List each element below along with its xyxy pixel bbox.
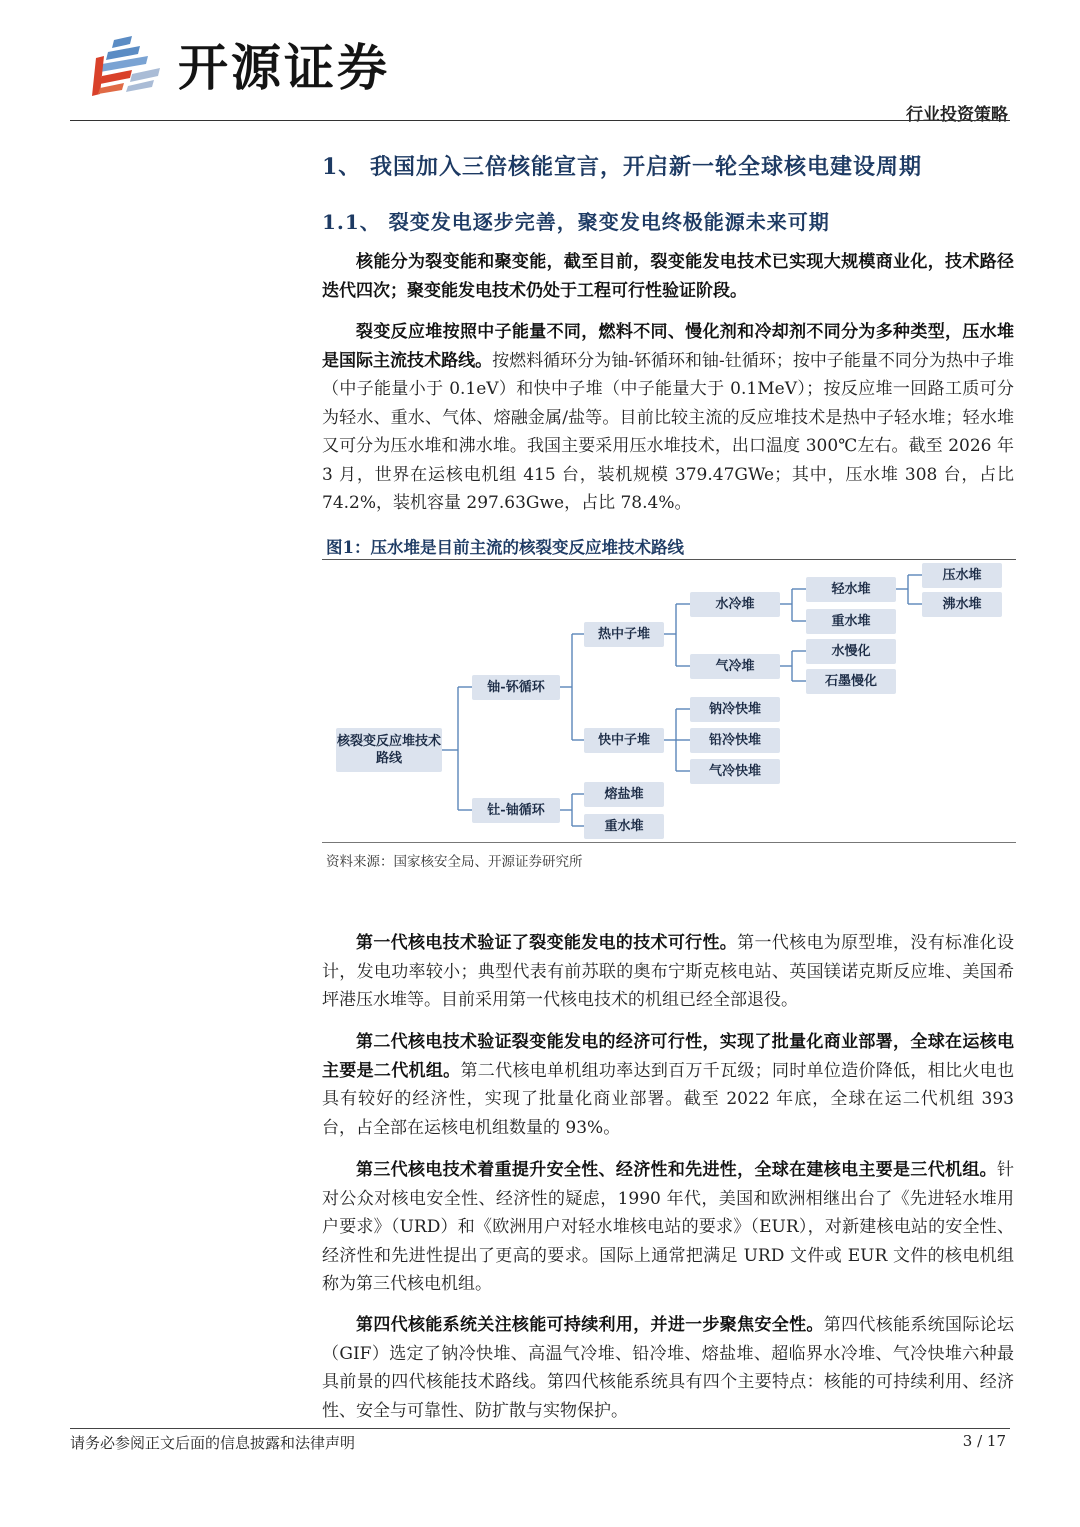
logo-icon (88, 34, 168, 98)
node-water-cooled: 水冷堆 (690, 592, 780, 617)
report-type: 行业投资策略 (906, 105, 1008, 125)
node-fast-neutron: 快中子堆 (584, 728, 664, 753)
node-water-moderated: 水慢化 (806, 639, 896, 664)
intro-paragraph-1 (322, 248, 1014, 305)
node-heavy-water-1: 重水堆 (806, 609, 896, 634)
header-divider (70, 120, 1010, 121)
intro-p1-bold: 核能分为裂变能和聚变能，截至目前，裂变能发电技术已实现大规模商业化，技术路径迭代四次；聚变能发电技术仍处于工程可行性验证阶段。 (322, 252, 1014, 301)
node-graphite-moderated: 石墨慢化 (806, 669, 896, 694)
intro-p2-bold: 裂变反应堆按照中子能量不同，燃料不同、慢化剂和冷却剂不同分为多种类型，压水堆是国际主流技术路线。 (322, 322, 1014, 371)
node-bwr: 沸水堆 (922, 592, 1002, 617)
intro-p2-text: 按燃料循环分为铀-钚循环和铀-钍循环；按中子能量不同分为热中子堆（中子能量小于 0.1eV）和快中子堆（中子能量大于 0.1MeV）；按反应堆一回路工质可分为轻水、重水、气体、熔融金属/盐等。目前比较主流的反应堆技术是热中子轻水堆；轻水堆又可分为压水堆和沸水堆。我国主要采用压水堆技术，出口温度 300℃左右。截至 2026 年 3 月，世界在运核电机组 415 台，装机规模 379.47GWe；其中，压水堆 308 台，占比 74.2%，装机容量 297.63Gwe，占比 78.4%。 (322, 350, 1014, 513)
intro-paragraph-2 (322, 318, 1014, 518)
footer-divider (70, 1428, 1010, 1429)
brand-name: 开源证券 (178, 39, 390, 97)
gen1-bold: 第一代核电技术验证了裂变能发电的技术可行性。 (356, 933, 738, 953)
reactor-tree-diagram (322, 560, 1016, 842)
node-molten-salt: 熔盐堆 (584, 782, 664, 807)
gen2-bold: 第二代核电技术验证裂变能发电的经济可行性，实现了批量化商业部署，全球在运核电主要是二代机组。 (322, 1032, 1014, 1081)
legal-disclaimer: 请务必参阅正文后面的信息披露和法律声明 (70, 1434, 356, 1452)
gen4-text: 第四代核能系统国际论坛（GIF）选定了钠冷快堆、高温气冷堆、铅冷堆、熔盐堆、超临界水冷堆、气冷快堆六种最具前景的四代核能技术路线。第四代核能系统具有四个主要特点：核能的可持续利用、经济性、安全与可靠性、防扩散与实物保护。 (322, 1315, 1015, 1421)
section-heading: 1、 我国加入三倍核能宣言，开启新一轮全球核电建设周期 (322, 154, 922, 180)
gen3-text: 针对公众对核电安全性、经济性的疑虑，1990 年代，美国和欧洲相继出台了《先进轻水堆用户要求》（URD）和《欧洲用户对轻水堆核电站的要求》（EUR），对新建核电站的安全性、经济性和先进性提出了更高的要求。国际上通常把满足 URD 文件或 EUR 文件的核电机组称为第三代核电机组。 (322, 1160, 1014, 1294)
gen3-bold: 第三代核电技术着重提升安全性、经济性和先进性，全球在建核电主要是三代机组。 (356, 1160, 997, 1180)
node-gas-fast: 气冷快堆 (690, 759, 780, 784)
node-lead-fast: 铅冷快堆 (690, 728, 780, 753)
gen1-text: 第一代核电为原型堆，没有标准化设计，发电功率较小；典型代表有前苏联的奥布宁斯克核电站、英国镁诺克斯反应堆、美国希坪港压水堆等。目前采用第一代核电技术的机组已经全部退役。 (322, 933, 1015, 1010)
figure-title: 图1：压水堆是目前主流的核裂变反应堆技术路线 (326, 538, 684, 557)
generation-3-paragraph (322, 1156, 1014, 1299)
figure-bottom-rule (322, 842, 1016, 843)
node-heavy-water-2: 重水堆 (584, 814, 664, 839)
gen2-text: 第二代核电单机组功率达到百万千瓦级；同时单位造价降低，相比火电也具有较好的经济性，实现了批量化商业部署。截至 2022 年底，全球在运二代机组 393 台，占全部在运核电机组数量的 93%。 (322, 1060, 1015, 1138)
node-gas-cooled: 气冷堆 (690, 654, 780, 679)
page-number: 3 / 17 (962, 1432, 1006, 1450)
figure-source: 资料来源：国家核安全局、开源证券研究所 (326, 854, 583, 870)
node-thermal-neutron: 热中子堆 (584, 622, 664, 647)
node-pwr: 压水堆 (922, 563, 1002, 588)
diagram-connectors (322, 560, 1016, 842)
node-u-pu-cycle: 铀-钚循环 (472, 675, 560, 700)
generation-1-paragraph (322, 929, 1014, 1015)
node-sodium-fast: 钠冷快堆 (690, 697, 780, 722)
node-root: 核裂变反应堆技术路线 (336, 728, 442, 772)
subsection-heading: 1.1、 裂变发电逐步完善，聚变发电终极能源未来可期 (322, 210, 830, 234)
generation-4-paragraph (322, 1311, 1014, 1425)
gen4-bold: 第四代核能系统关注核能可持续利用，并进一步聚焦安全性。 (356, 1315, 824, 1335)
node-th-u-cycle: 钍-铀循环 (472, 798, 560, 823)
generation-2-paragraph (322, 1028, 1014, 1142)
node-light-water: 轻水堆 (806, 577, 896, 602)
